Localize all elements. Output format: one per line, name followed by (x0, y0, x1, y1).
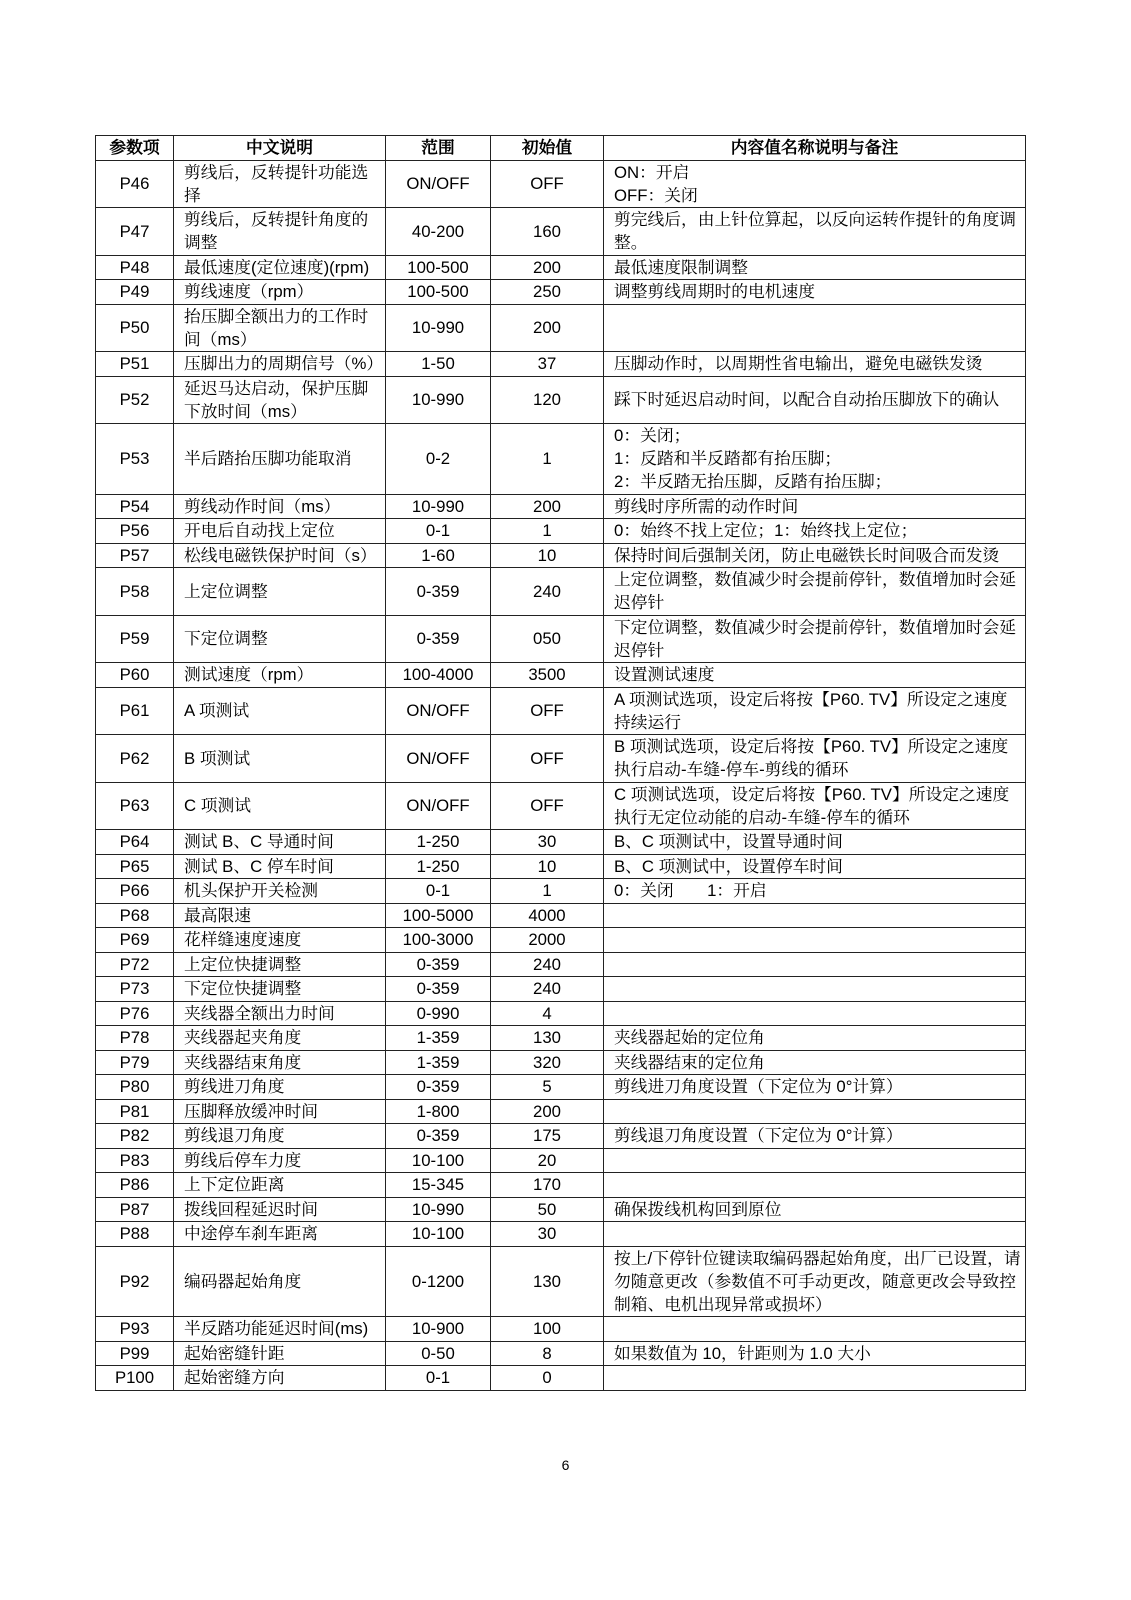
table-row (96, 304, 1026, 352)
range-cell: 10-900 (386, 1317, 491, 1342)
header-notes: 内容值名称说明与备注 (604, 136, 1026, 161)
default-value-cell: 200 (491, 304, 604, 352)
note-cell: 下定位调整，数值减少时会提前停针，数值增加时会延迟停针 (604, 615, 1026, 663)
param-cell: P62 (96, 735, 174, 783)
range-cell: 0-359 (386, 568, 491, 616)
param-cell: P50 (96, 304, 174, 352)
table-row (96, 615, 1026, 663)
default-value-cell: 20 (491, 1148, 604, 1173)
range-cell: 10-990 (386, 304, 491, 352)
range-cell: 0-1200 (386, 1246, 491, 1317)
param-cell: P99 (96, 1341, 174, 1366)
range-cell: 1-359 (386, 1050, 491, 1075)
note-cell: 0：关闭 1：开启 (604, 879, 1026, 904)
note-cell: B、C 项测试中，设置导通时间 (604, 830, 1026, 855)
range-cell: 1-800 (386, 1099, 491, 1124)
note-line: 1：反踏和半反踏都有抬压脚； (614, 449, 842, 469)
description-cell: 最高限速 (174, 903, 386, 928)
note-cell (604, 977, 1026, 1002)
range-cell: 1-60 (386, 543, 491, 568)
param-cell: P65 (96, 854, 174, 879)
default-value-cell: 1 (491, 879, 604, 904)
default-value-cell: 3500 (491, 663, 604, 688)
default-value-cell: 170 (491, 1173, 604, 1198)
default-value-cell: 240 (491, 568, 604, 616)
description-cell: 剪线后，反转提针角度的调整 (174, 208, 386, 256)
param-cell: P100 (96, 1366, 174, 1391)
param-cell: P82 (96, 1124, 174, 1149)
table-row (96, 1173, 1026, 1198)
header-range: 范围 (386, 136, 491, 161)
table-row (96, 977, 1026, 1002)
table-row (96, 879, 1026, 904)
table-row (96, 903, 1026, 928)
description-cell: 上定位调整 (174, 568, 386, 616)
note-cell: 夹线器结束的定位角 (604, 1050, 1026, 1075)
note-cell (604, 1222, 1026, 1247)
note-cell: 确保拨线机构回到原位 (604, 1197, 1026, 1222)
description-cell: A 项测试 (174, 687, 386, 735)
range-cell: 0-50 (386, 1341, 491, 1366)
default-value-cell: 4000 (491, 903, 604, 928)
note-cell (604, 1317, 1026, 1342)
default-value-cell: 1 (491, 519, 604, 544)
note-line: 0：关闭； (614, 426, 691, 446)
param-cell: P63 (96, 782, 174, 830)
range-cell: 0-359 (386, 615, 491, 663)
description-cell: 剪线后停车力度 (174, 1148, 386, 1173)
range-cell: 15-345 (386, 1173, 491, 1198)
note-cell: 踩下时延迟启动时间，以配合自动抬压脚放下的确认 (604, 376, 1026, 424)
param-cell: P47 (96, 208, 174, 256)
range-cell: 0-1 (386, 879, 491, 904)
range-cell: 100-4000 (386, 663, 491, 688)
default-value-cell: 37 (491, 352, 604, 377)
table-row (96, 255, 1026, 280)
note-cell: B 项测试选项，设定后将按【P60. TV】所设定之速度执行启动-车缝-停车-剪线的循环 (604, 735, 1026, 783)
table-row (96, 568, 1026, 616)
description-cell: 夹线器结束角度 (174, 1050, 386, 1075)
range-cell: 10-100 (386, 1222, 491, 1247)
table-row (96, 1341, 1026, 1366)
table-row (96, 494, 1026, 519)
default-value-cell: 320 (491, 1050, 604, 1075)
table-row (96, 1197, 1026, 1222)
table-row (96, 519, 1026, 544)
param-cell: P78 (96, 1026, 174, 1051)
default-value-cell: 130 (491, 1026, 604, 1051)
note-cell: A 项测试选项，设定后将按【P60. TV】所设定之速度持续运行 (604, 687, 1026, 735)
description-cell: 开电后自动找上定位 (174, 519, 386, 544)
param-cell: P76 (96, 1001, 174, 1026)
default-value-cell: OFF (491, 782, 604, 830)
note-cell: 如果数值为 10，针距则为 1.0 大小 (604, 1341, 1026, 1366)
description-cell: 剪线后，反转提针功能选择 (174, 160, 386, 208)
description-cell: 剪线动作时间（ms） (174, 494, 386, 519)
range-cell: 1-50 (386, 352, 491, 377)
note-cell (604, 1148, 1026, 1173)
table-row (96, 928, 1026, 953)
param-cell: P59 (96, 615, 174, 663)
table-header-row (96, 136, 1026, 161)
range-cell: 1-359 (386, 1026, 491, 1051)
description-cell: 拨线回程延迟时间 (174, 1197, 386, 1222)
default-value-cell: 120 (491, 376, 604, 424)
default-value-cell: 10 (491, 854, 604, 879)
description-cell: 剪线退刀角度 (174, 1124, 386, 1149)
table-row (96, 1026, 1026, 1051)
note-cell: 按上/下停针位键读取编码器起始角度，出厂已设置，请勿随意更改（参数值不可手动更改，随意更改会导致控制箱、电机出现异常或损坏） (604, 1246, 1026, 1317)
param-cell: P54 (96, 494, 174, 519)
range-cell: 1-250 (386, 854, 491, 879)
range-cell: 40-200 (386, 208, 491, 256)
param-cell: P49 (96, 280, 174, 305)
table-row (96, 735, 1026, 783)
table-row (96, 782, 1026, 830)
table-row (96, 854, 1026, 879)
default-value-cell: 100 (491, 1317, 604, 1342)
table-row (96, 952, 1026, 977)
description-cell: 花样缝速度速度 (174, 928, 386, 953)
param-cell: P79 (96, 1050, 174, 1075)
param-cell: P46 (96, 160, 174, 208)
note-line: ON：开启 (614, 162, 690, 182)
note-cell (604, 1099, 1026, 1124)
table-row (96, 663, 1026, 688)
table-row (96, 1317, 1026, 1342)
default-value-cell: 050 (491, 615, 604, 663)
note-cell: 保持时间后强制关闭，防止电磁铁长时间吸合而发烫 (604, 543, 1026, 568)
table-body (96, 160, 1026, 1390)
param-cell: P92 (96, 1246, 174, 1317)
note-cell: 剪线时序所需的动作时间 (604, 494, 1026, 519)
table-row (96, 1222, 1026, 1247)
default-value-cell: 240 (491, 977, 604, 1002)
param-cell: P83 (96, 1148, 174, 1173)
note-cell: 夹线器起始的定位角 (604, 1026, 1026, 1051)
note-line: OFF：关闭 (614, 185, 698, 205)
default-value-cell: 250 (491, 280, 604, 305)
range-cell: 100-500 (386, 255, 491, 280)
note-cell (604, 903, 1026, 928)
param-cell: P88 (96, 1222, 174, 1247)
param-cell: P66 (96, 879, 174, 904)
description-cell: 半后踏抬压脚功能取消 (174, 424, 386, 495)
range-cell: 10-990 (386, 494, 491, 519)
description-cell: 测试速度（rpm） (174, 663, 386, 688)
header-description: 中文说明 (174, 136, 386, 161)
range-cell: 1-250 (386, 830, 491, 855)
note-cell: 调整剪线周期时的电机速度 (604, 280, 1026, 305)
table-row (96, 830, 1026, 855)
default-value-cell: 50 (491, 1197, 604, 1222)
note-cell: 设置测试速度 (604, 663, 1026, 688)
param-cell: P56 (96, 519, 174, 544)
range-cell: 0-359 (386, 1124, 491, 1149)
note-cell (604, 424, 1026, 495)
description-cell: 上定位快捷调整 (174, 952, 386, 977)
description-cell: 夹线器起夹角度 (174, 1026, 386, 1051)
default-value-cell: 5 (491, 1075, 604, 1100)
note-cell (604, 928, 1026, 953)
note-line: 2：半反踏无抬压脚，反踏有抬压脚； (614, 472, 892, 492)
param-cell: P52 (96, 376, 174, 424)
description-cell: 松线电磁铁保护时间（s） (174, 543, 386, 568)
table-row (96, 1050, 1026, 1075)
table-row (96, 208, 1026, 256)
param-cell: P93 (96, 1317, 174, 1342)
parameter-table (95, 135, 1026, 1391)
header-default-value: 初始值 (491, 136, 604, 161)
description-cell: 测试 B、C 停车时间 (174, 854, 386, 879)
description-cell: 下定位调整 (174, 615, 386, 663)
default-value-cell: 175 (491, 1124, 604, 1149)
table-row (96, 280, 1026, 305)
default-value-cell: 0 (491, 1366, 604, 1391)
default-value-cell: OFF (491, 160, 604, 208)
description-cell: 最低速度(定位速度)(rpm) (174, 255, 386, 280)
param-cell: P73 (96, 977, 174, 1002)
param-cell: P48 (96, 255, 174, 280)
range-cell: 0-990 (386, 1001, 491, 1026)
description-cell: 夹线器全额出力时间 (174, 1001, 386, 1026)
range-cell: 100-3000 (386, 928, 491, 953)
table-row (96, 1148, 1026, 1173)
description-cell: 中途停车刹车距离 (174, 1222, 386, 1247)
param-cell: P60 (96, 663, 174, 688)
default-value-cell: OFF (491, 687, 604, 735)
range-cell: ON/OFF (386, 735, 491, 783)
note-cell: 剪线退刀角度设置（下定位为 0°计算） (604, 1124, 1026, 1149)
note-cell: 0：始终不找上定位；1：始终找上定位； (604, 519, 1026, 544)
param-cell: P69 (96, 928, 174, 953)
description-cell: 半反踏功能延迟时间(ms) (174, 1317, 386, 1342)
default-value-cell: 4 (491, 1001, 604, 1026)
description-cell: 起始密缝针距 (174, 1341, 386, 1366)
description-cell: 压脚出力的周期信号（%） (174, 352, 386, 377)
range-cell: 10-990 (386, 1197, 491, 1222)
note-cell: 最低速度限制调整 (604, 255, 1026, 280)
range-cell: ON/OFF (386, 687, 491, 735)
param-cell: P72 (96, 952, 174, 977)
note-cell: 上定位调整，数值减少时会提前停针，数值增加时会延迟停针 (604, 568, 1026, 616)
description-cell: 剪线速度（rpm） (174, 280, 386, 305)
default-value-cell: 240 (491, 952, 604, 977)
range-cell: 0-2 (386, 424, 491, 495)
note-cell: 剪完线后，由上针位算起，以反向运转作提针的角度调整。 (604, 208, 1026, 256)
note-cell (604, 952, 1026, 977)
range-cell: 0-359 (386, 952, 491, 977)
table-row (96, 424, 1026, 495)
param-cell: P87 (96, 1197, 174, 1222)
table-row (96, 1366, 1026, 1391)
default-value-cell: 10 (491, 543, 604, 568)
description-cell: 机头保护开关检测 (174, 879, 386, 904)
default-value-cell: OFF (491, 735, 604, 783)
range-cell: 10-100 (386, 1148, 491, 1173)
default-value-cell: 30 (491, 830, 604, 855)
param-cell: P64 (96, 830, 174, 855)
table-row (96, 1001, 1026, 1026)
range-cell: 0-1 (386, 1366, 491, 1391)
param-cell: P68 (96, 903, 174, 928)
param-cell: P58 (96, 568, 174, 616)
page-number: 6 (561, 1457, 570, 1473)
note-cell: 剪线进刀角度设置（下定位为 0°计算） (604, 1075, 1026, 1100)
range-cell: 10-990 (386, 376, 491, 424)
header-param: 参数项 (96, 136, 174, 161)
param-cell: P51 (96, 352, 174, 377)
param-cell: P57 (96, 543, 174, 568)
range-cell: 0-359 (386, 1075, 491, 1100)
note-cell (604, 1001, 1026, 1026)
range-cell: 100-5000 (386, 903, 491, 928)
param-cell: P86 (96, 1173, 174, 1198)
table-row (96, 1124, 1026, 1149)
table-row (96, 1246, 1026, 1317)
default-value-cell: 2000 (491, 928, 604, 953)
note-cell (604, 1173, 1026, 1198)
table-row (96, 160, 1026, 208)
note-cell (604, 160, 1026, 208)
default-value-cell: 200 (491, 1099, 604, 1124)
description-cell: 起始密缝方向 (174, 1366, 386, 1391)
description-cell: C 项测试 (174, 782, 386, 830)
default-value-cell: 130 (491, 1246, 604, 1317)
note-cell: 压脚动作时，以周期性省电输出，避免电磁铁发烫 (604, 352, 1026, 377)
description-cell: 测试 B、C 导通时间 (174, 830, 386, 855)
default-value-cell: 8 (491, 1341, 604, 1366)
range-cell: 100-500 (386, 280, 491, 305)
table-row (96, 352, 1026, 377)
description-cell: 延迟马达启动，保护压脚下放时间（ms） (174, 376, 386, 424)
table-row (96, 543, 1026, 568)
table-row (96, 1099, 1026, 1124)
table-row (96, 376, 1026, 424)
default-value-cell: 1 (491, 424, 604, 495)
note-cell: B、C 项测试中，设置停车时间 (604, 854, 1026, 879)
param-cell: P53 (96, 424, 174, 495)
description-cell: 剪线进刀角度 (174, 1075, 386, 1100)
description-cell: 抬压脚全额出力的工作时间（ms） (174, 304, 386, 352)
description-cell: 下定位快捷调整 (174, 977, 386, 1002)
note-cell (604, 1366, 1026, 1391)
default-value-cell: 30 (491, 1222, 604, 1247)
description-cell: B 项测试 (174, 735, 386, 783)
default-value-cell: 160 (491, 208, 604, 256)
note-cell (604, 304, 1026, 352)
description-cell: 编码器起始角度 (174, 1246, 386, 1317)
table-row (96, 687, 1026, 735)
range-cell: ON/OFF (386, 160, 491, 208)
default-value-cell: 200 (491, 494, 604, 519)
note-cell: C 项测试选项，设定后将按【P60. TV】所设定之速度执行无定位动能的启动-车缝-停车的循环 (604, 782, 1026, 830)
description-cell: 上下定位距离 (174, 1173, 386, 1198)
param-cell: P61 (96, 687, 174, 735)
description-cell: 压脚释放缓冲时间 (174, 1099, 386, 1124)
range-cell: 0-1 (386, 519, 491, 544)
range-cell: 0-359 (386, 977, 491, 1002)
param-cell: P81 (96, 1099, 174, 1124)
range-cell: ON/OFF (386, 782, 491, 830)
param-cell: P80 (96, 1075, 174, 1100)
default-value-cell: 200 (491, 255, 604, 280)
table-row (96, 1075, 1026, 1100)
